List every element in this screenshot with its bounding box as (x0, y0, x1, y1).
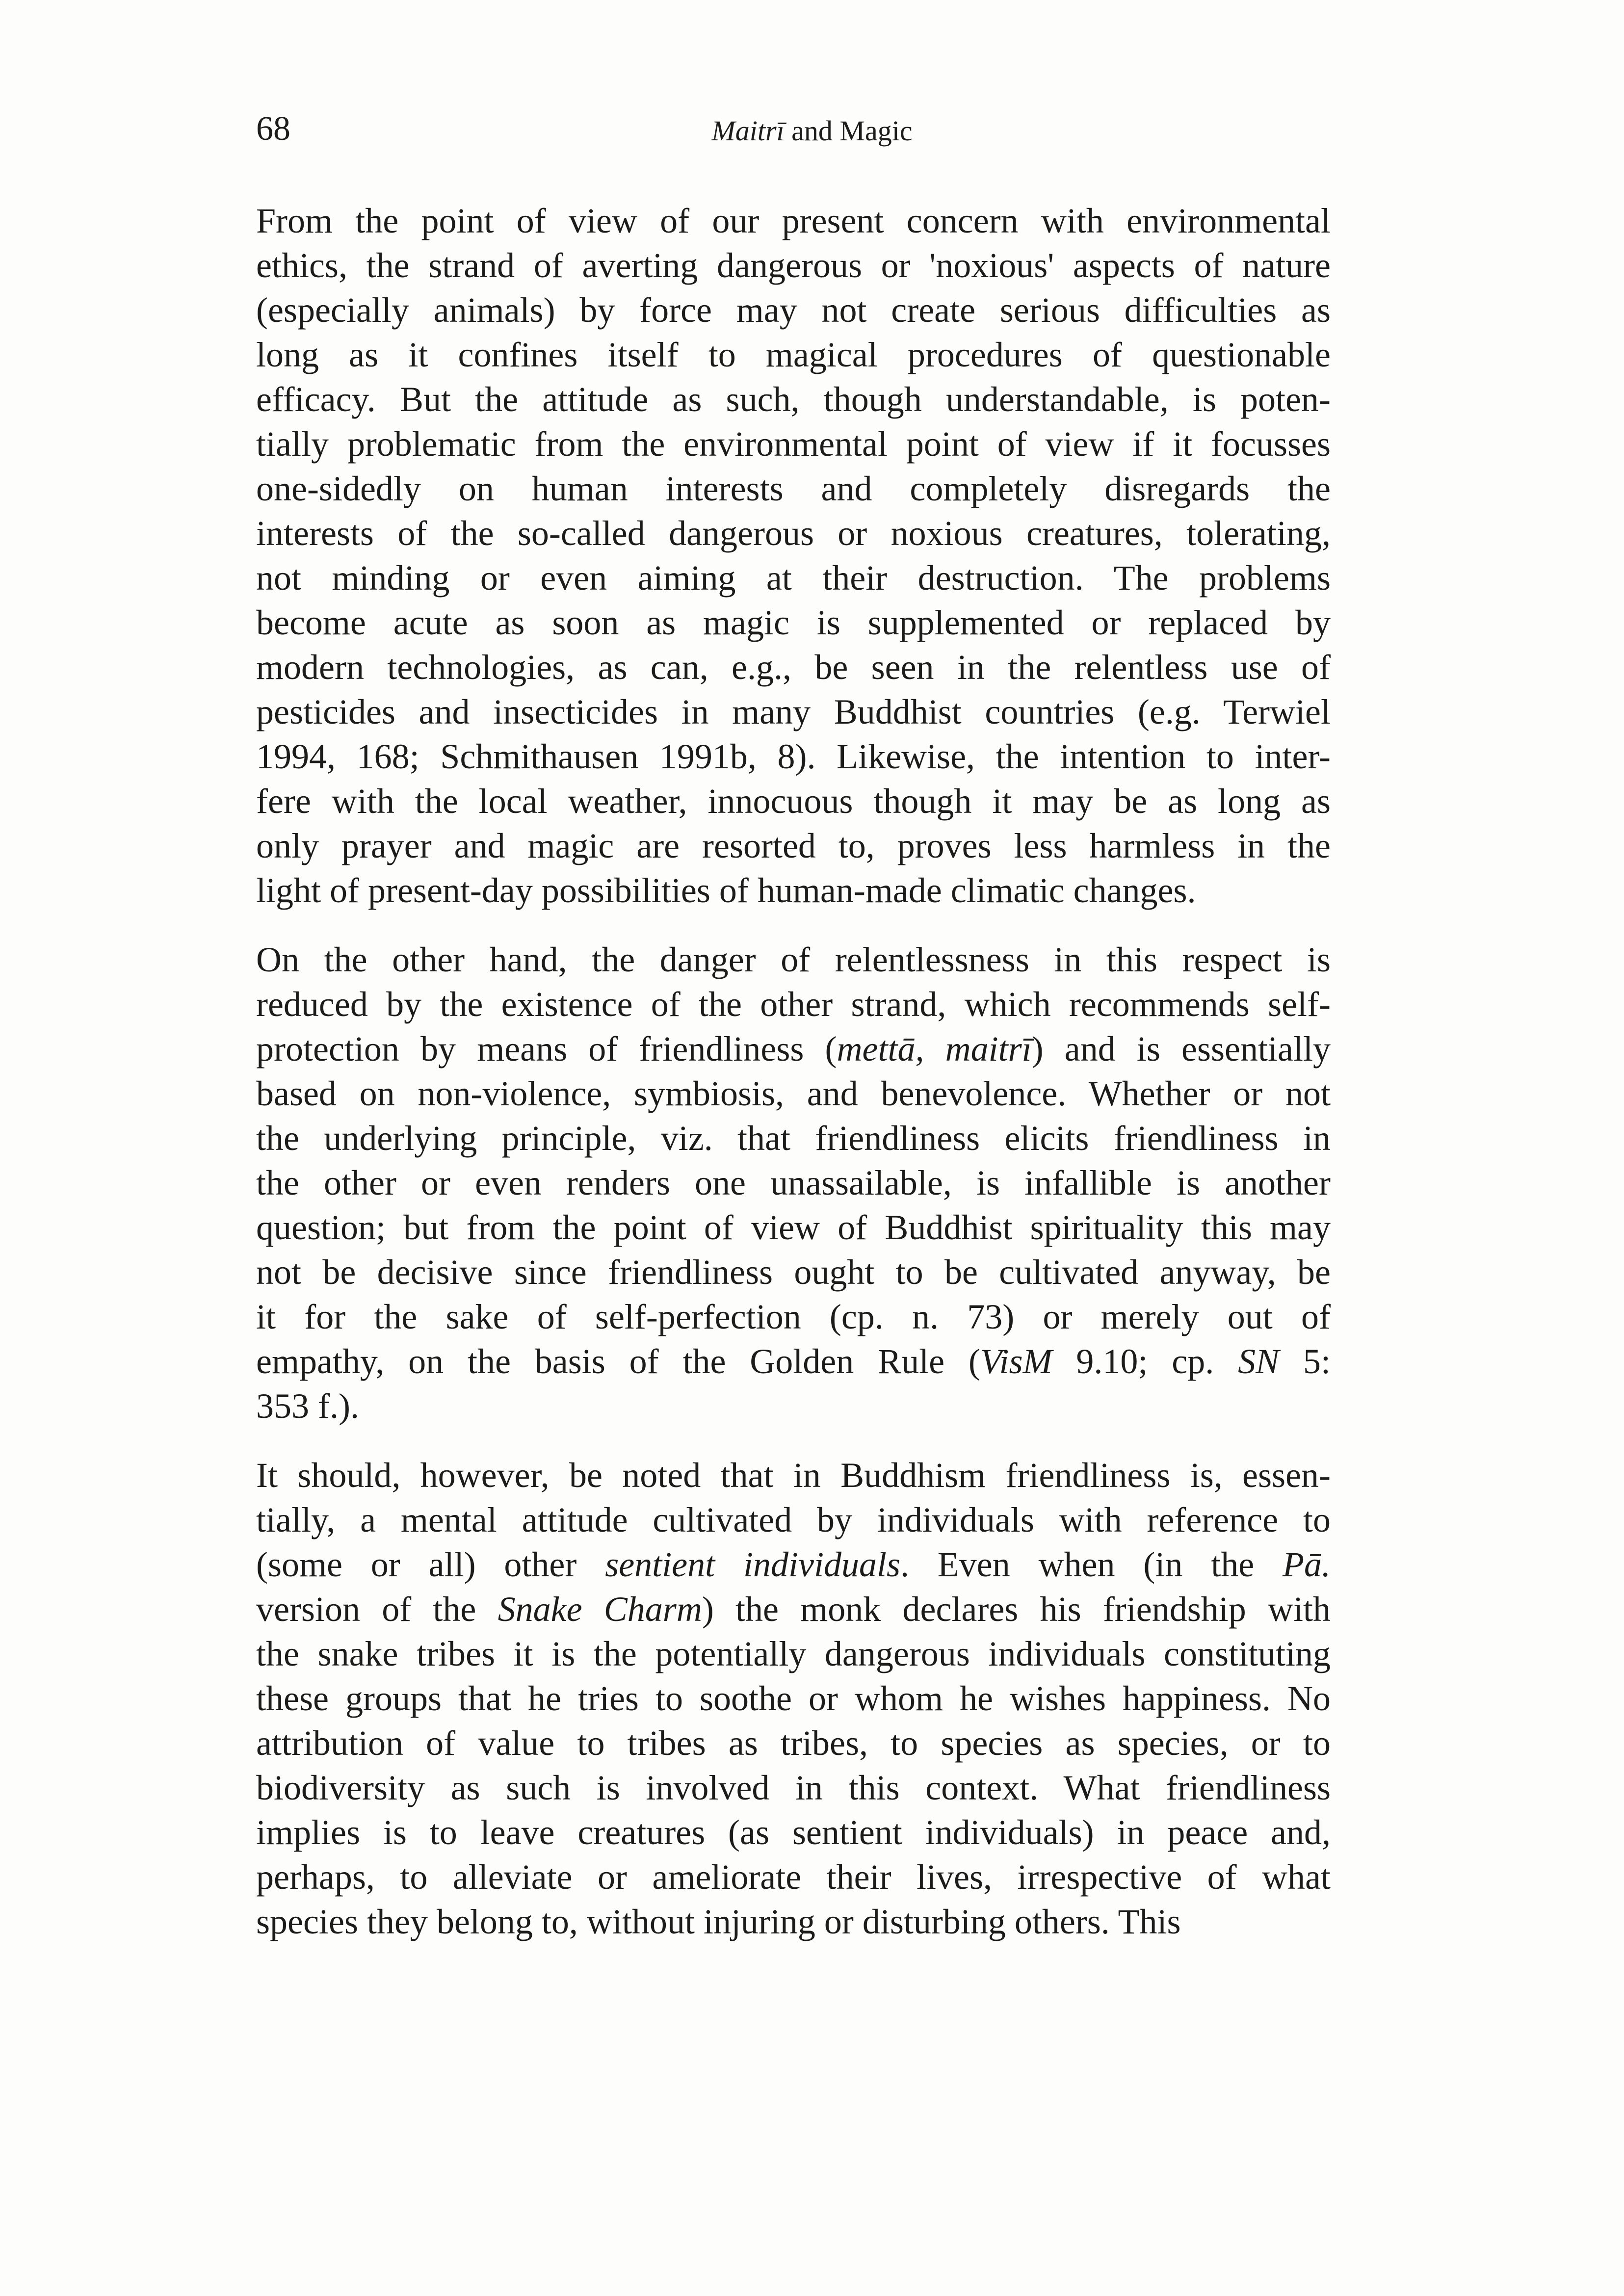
italic-text: Pā. (1283, 1545, 1331, 1584)
text-run: the other or even renders one unassailable, is infallible is another (256, 1163, 1331, 1202)
text-run: species they belong to, without injuring or disturbing others. This (256, 1902, 1181, 1941)
text-run: ) and is essentially (1031, 1029, 1331, 1069)
text-run: pesticides and insecticides in many Buddhist countries (e.g. Terwiel (256, 692, 1331, 731)
text-run: modern technologies, as can, e.g., be seen in the relentless use of (256, 648, 1331, 687)
text-run: On the other hand, the danger of relentlessness in this respect is (256, 940, 1331, 979)
text-run: tially problematic from the environmental point of view if it focusses (256, 424, 1331, 464)
text-line (256, 1384, 1331, 1429)
text-line (256, 1587, 1331, 1632)
text-run: question; but from the point of view of Buddhist spirituality this may (256, 1208, 1331, 1247)
text-line (256, 377, 1331, 422)
text-run: light of present-day possibilities of human-made climatic changes. (256, 871, 1196, 910)
text-run: not be decisive since friendliness ought to be cultivated anyway, be (256, 1252, 1331, 1292)
paragraph (256, 938, 1331, 1429)
italic-text: Snake Charm (498, 1590, 702, 1629)
text-line (256, 1250, 1331, 1295)
text-line (256, 734, 1331, 779)
text-run: version of the (256, 1590, 498, 1629)
running-head-italic: Maitrī (711, 115, 785, 147)
running-head-rest: and Magic (784, 115, 913, 147)
text-line (256, 1721, 1331, 1766)
text-line (256, 982, 1331, 1027)
text-run: It should, however, be noted that in Buddhism friendliness is, essen- (256, 1456, 1331, 1495)
text-run: biodiversity as such is involved in this context. What friendliness (256, 1768, 1331, 1807)
text-run: it for the sake of self-perfection (cp. n. 73) or merely out of (256, 1297, 1331, 1336)
text-run: long as it confines itself to magical procedures of questionable (256, 335, 1331, 374)
text-run: attribution of value to tribes as tribes, to species as species, or to (256, 1723, 1331, 1763)
text-run: (especially animals) by force may not create serious difficulties as (256, 290, 1331, 330)
italic-text: VisM (980, 1342, 1052, 1381)
italic-text: SN (1238, 1342, 1280, 1381)
text-run: reduced by the existence of the other strand, which recommends self- (256, 985, 1331, 1024)
text-line (256, 645, 1331, 690)
text-line (256, 1632, 1331, 1676)
text-line (256, 1339, 1331, 1384)
text-line (256, 1542, 1331, 1587)
text-line (256, 690, 1331, 734)
text-line (256, 1676, 1331, 1721)
text-run: become acute as soon as magic is supplemented or replaced by (256, 603, 1331, 642)
page-number: 68 (256, 110, 290, 148)
text-line (256, 779, 1331, 824)
text-line (256, 243, 1331, 288)
text-line (256, 288, 1331, 333)
text-run: these groups that he tries to soothe or whom he wishes happiness. No (256, 1679, 1331, 1718)
text-line (256, 1295, 1331, 1339)
text-line (256, 1071, 1331, 1116)
text-run: fere with the local weather, innocuous though it may be as long as (256, 782, 1331, 821)
text-line (256, 1855, 1331, 1900)
text-run: not minding or even aiming at their destruction. The problems (256, 558, 1331, 598)
body-text (256, 199, 1331, 1969)
text-run: 9.10; cp. (1052, 1342, 1238, 1381)
paragraph (256, 1453, 1331, 1944)
text-line (256, 868, 1331, 913)
text-run: From the point of view of our present concern with environmental (256, 201, 1331, 240)
text-line (256, 1027, 1331, 1071)
text-line (256, 1161, 1331, 1205)
italic-text: mettā, maitrī (837, 1029, 1032, 1069)
text-line (256, 1116, 1331, 1161)
text-run: the underlying principle, viz. that friendliness elicits friendliness in (256, 1119, 1331, 1158)
text-line (256, 511, 1331, 556)
text-run: 353 f.). (256, 1386, 359, 1426)
text-run: ethics, the strand of averting dangerous or 'noxious' aspects of nature (256, 246, 1331, 285)
text-line (256, 467, 1331, 511)
text-run: efficacy. But the attitude as such, though understandable, is poten- (256, 380, 1331, 419)
text-line (256, 556, 1331, 600)
text-run: (some or all) other (256, 1545, 605, 1584)
text-run: protection by means of friendliness ( (256, 1029, 837, 1069)
text-run: only prayer and magic are resorted to, proves less harmless in the (256, 826, 1331, 865)
text-line (256, 1766, 1331, 1810)
text-line (256, 1453, 1331, 1498)
text-run: . Even when (in the (900, 1545, 1283, 1584)
running-head (0, 117, 1624, 145)
text-run: interests of the so-called dangerous or noxious creatures, tolerating, (256, 514, 1331, 553)
text-run: 5: (1279, 1342, 1331, 1381)
text-run: tially, a mental attitude cultivated by individuals with reference to (256, 1500, 1331, 1539)
text-run: based on non-violence, symbiosis, and benevolence. Whether or not (256, 1074, 1331, 1113)
text-run: one-sidedly on human interests and completely disregards the (256, 469, 1331, 508)
text-line (256, 199, 1331, 243)
text-run: ) the monk declares his friendship with (702, 1590, 1331, 1629)
text-run: empathy, on the basis of the Golden Rule ( (256, 1342, 980, 1381)
text-line (256, 938, 1331, 982)
paragraph (256, 199, 1331, 913)
text-line (256, 1810, 1331, 1855)
text-run: implies is to leave creatures (as sentient individuals) in peace and, (256, 1813, 1331, 1852)
text-line (256, 824, 1331, 868)
text-line (256, 1205, 1331, 1250)
text-line (256, 600, 1331, 645)
italic-text: sentient individuals (605, 1545, 900, 1584)
text-line (256, 333, 1331, 377)
text-line (256, 422, 1331, 467)
text-run: the snake tribes it is the potentially dangerous individuals constituting (256, 1634, 1331, 1673)
text-run: 1994, 168; Schmithausen 1991b, 8). Likewise, the intention to inter- (256, 737, 1331, 776)
text-line (256, 1498, 1331, 1542)
text-line (256, 1900, 1331, 1944)
text-run: perhaps, to alleviate or ameliorate their lives, irrespective of what (256, 1857, 1331, 1897)
